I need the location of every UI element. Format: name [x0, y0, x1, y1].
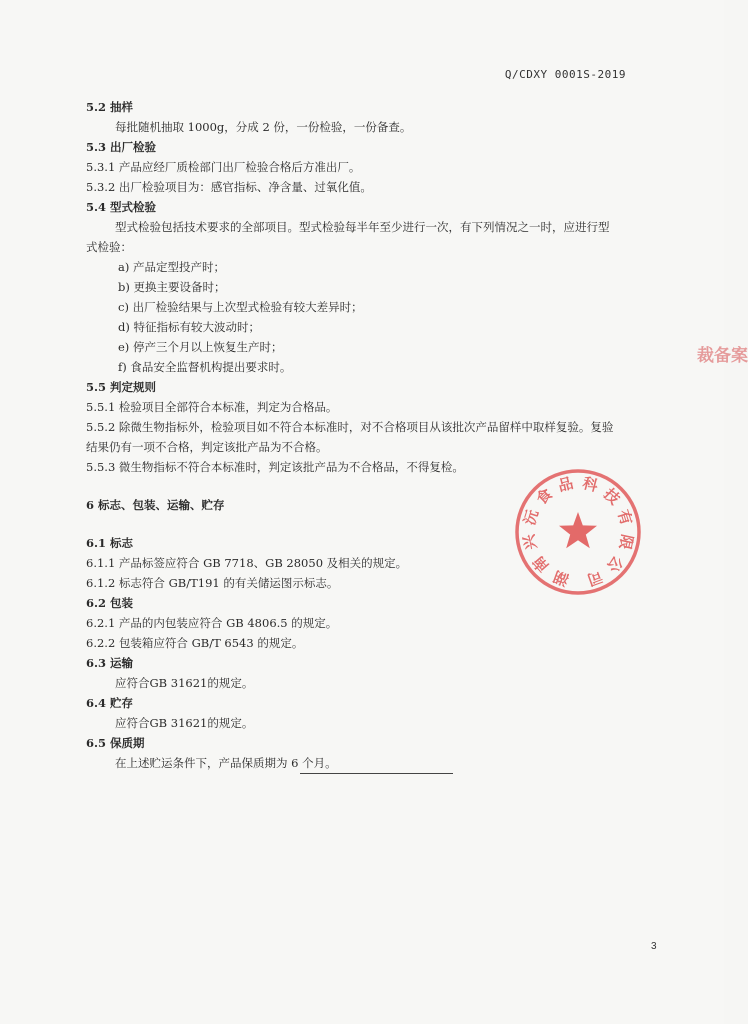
- seal-character: 公: [603, 552, 627, 576]
- list-item: a) 产品定型投产时；: [118, 260, 225, 274]
- section-5-4-heading: 5.4 型式检验: [86, 200, 157, 214]
- clause-5-3-1: 5.3.1 产品应经厂质检部门出厂检验合格后方准出厂。: [86, 160, 361, 174]
- clause-5-5-1: 5.5.1 检验项目全部符合本标准，判定为合格品。: [86, 400, 338, 414]
- clause-6-1-2: 6.1.2 标志符合 GB/T191 的有关储运图示标志。: [86, 576, 339, 590]
- section-6-4-heading: 6.4 贮存: [86, 696, 134, 710]
- seal-character: 限: [615, 532, 637, 552]
- standard-code: Q/CDXY 0001S-2019: [504, 68, 626, 81]
- side-stamp: 裁备案: [697, 346, 748, 366]
- clause-6-1-1: 6.1.1 产品标签应符合 GB 7718、GB 28050 及相关的规定。: [86, 556, 408, 570]
- seal-character: 南: [529, 552, 553, 576]
- seal-character: 司: [584, 567, 605, 590]
- clause-5-3-2: 5.3.2 出厂检验项目为：感官指标、净含量、过氧化值。: [86, 180, 372, 194]
- section-6-5-heading: 6.5 保质期: [86, 736, 145, 750]
- paragraph-line: 在上述贮运条件下，产品保质期为 6 个月。: [115, 756, 337, 770]
- paragraph-line: 结果仍有一项不合格，判定该批产品为不合格。: [86, 440, 328, 454]
- seal-star-icon: [559, 512, 597, 548]
- section-6-1-heading: 6.1 标志: [86, 536, 134, 550]
- list-item: b) 更换主要设备时；: [118, 280, 226, 294]
- list-item: d) 特征指标有较大波动时；: [118, 320, 261, 334]
- seal-character: 兴: [519, 532, 541, 552]
- clause-5-5-3: 5.5.3 微生物指标不符合本标准时，判定该批产品为不合格品，不得复检。: [86, 460, 464, 474]
- clause-6-2-1: 6.2.1 产品的内包装应符合 GB 4806.5 的规定。: [86, 616, 338, 630]
- list-item: e) 停产三个月以上恢复生产时；: [118, 340, 283, 354]
- section-5-3-heading: 5.3 出厂检验: [86, 140, 157, 154]
- clause-6-2-2: 6.2.2 包装箱应符合 GB/T 6543 的规定。: [86, 636, 304, 650]
- list-item: c) 出厂检验结果与上次型式检验有较大差异时；: [118, 300, 363, 314]
- company-seal: [512, 466, 644, 598]
- page-number: 3: [651, 941, 657, 952]
- seal-character: 沅: [520, 507, 543, 528]
- section-6-3-heading: 6.3 运输: [86, 656, 134, 670]
- section-6-2-heading: 6.2 包装: [86, 596, 134, 610]
- seal-character: 科: [580, 473, 600, 496]
- clause-5-5-2: 5.5.2 除微生物指标外，检验项目如不符合本标准时，对不合格项目从该批次产品留样中取样复验。复验: [86, 420, 614, 434]
- seal-character: 食: [532, 484, 556, 509]
- paragraph-line: 应符合GB 31621的规定。: [115, 676, 254, 690]
- list-item: f) 食品安全监督机构提出要求时。: [118, 360, 292, 374]
- seal-character: 湖: [551, 567, 572, 590]
- paragraph-line: 每批随机抽取 1000g，分成 2 份，一份检验，一份备查。: [115, 120, 412, 134]
- section-5-5-heading: 5.5 判定规则: [86, 380, 157, 394]
- seal-character: 有: [613, 507, 636, 528]
- end-rule: [300, 773, 453, 774]
- section-6-heading: 6 标志、包装、运输、贮存: [86, 498, 225, 512]
- paragraph-line: 式检验：: [86, 240, 132, 254]
- seal-character: 技: [600, 484, 624, 509]
- seal-character: 品: [556, 473, 576, 496]
- paragraph-line: 型式检验包括技术要求的全部项目。型式检验每半年至少进行一次，有下列情况之一时，应进行型: [115, 220, 610, 234]
- section-5-2-heading: 5.2 抽样: [86, 100, 134, 114]
- paragraph-line: 应符合GB 31621的规定。: [115, 716, 254, 730]
